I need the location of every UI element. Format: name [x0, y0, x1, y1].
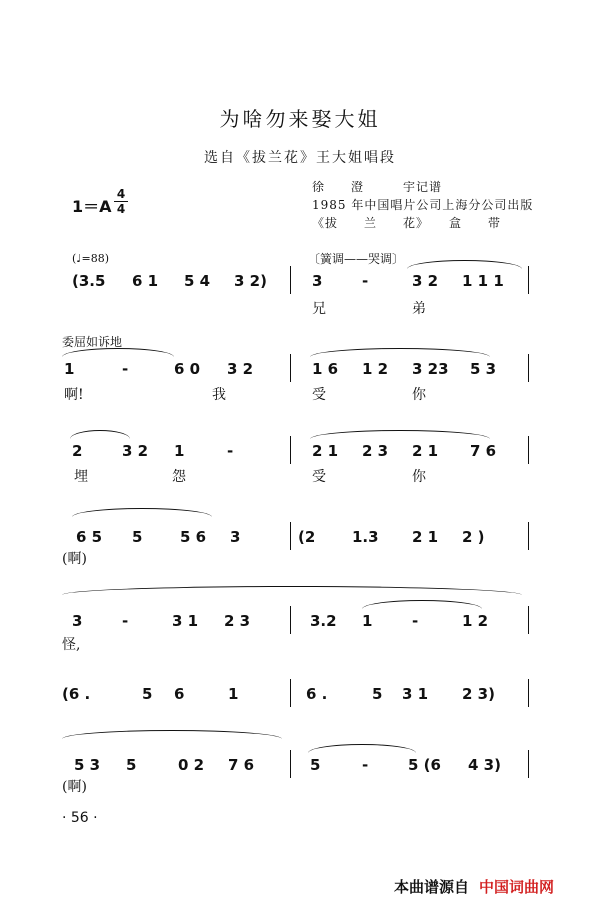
score-row-2 — [62, 360, 532, 400]
note-group: 3 — [72, 612, 83, 630]
note-group: 1 2 — [462, 612, 489, 630]
note-group: 1 — [64, 360, 75, 378]
note-group: 6 — [174, 685, 185, 703]
note-group: - — [412, 612, 419, 630]
note-group: 2 3 — [224, 612, 251, 630]
slur — [62, 730, 282, 739]
note-group: 5 — [372, 685, 383, 703]
time-signature — [114, 188, 128, 215]
source-site-link[interactable]: 中国词曲网 — [479, 878, 555, 896]
slur — [310, 348, 490, 357]
song-title: 为啥勿来娶大姐 — [219, 107, 381, 131]
note-group: 3 2 — [412, 272, 439, 290]
note-group: 5 — [310, 756, 321, 774]
song-subtitle: 选自《拔兰花》王大姐唱段 — [204, 150, 396, 166]
lyric: 埋 — [74, 469, 88, 485]
note-group: 5 4 — [184, 272, 211, 290]
slur — [72, 508, 212, 517]
note-group: - — [362, 272, 369, 290]
score-row-4 — [62, 528, 532, 568]
slur — [62, 586, 522, 595]
score-row-7 — [62, 756, 532, 796]
lyric: 受 — [312, 469, 326, 485]
lyric: 兄 — [312, 301, 326, 317]
note-group: (6 . — [62, 685, 91, 703]
barline — [290, 750, 291, 778]
barline — [290, 354, 291, 382]
key-signature: 1＝A — [72, 197, 112, 216]
barline — [528, 354, 529, 382]
note-group: 0 2 — [178, 756, 205, 774]
lyric: 弟 — [412, 301, 426, 317]
note-group: 1 — [228, 685, 239, 703]
note-group: 2 1 — [412, 442, 439, 460]
barline — [528, 679, 529, 707]
note-group: 6 1 — [132, 272, 159, 290]
barline — [528, 522, 529, 550]
note-group: 2 3 — [362, 442, 389, 460]
slur — [362, 600, 482, 609]
slur — [407, 260, 522, 269]
note-group: (3.5 — [72, 272, 106, 290]
source-label: 本曲谱源自 — [394, 878, 470, 896]
score-row-6 — [62, 685, 532, 725]
note-group: 5 (6 — [408, 756, 441, 774]
note-group: 3 — [312, 272, 323, 290]
note-group: 5 — [132, 528, 143, 546]
credit-transcriber: 徐 澄 宇记谱 — [312, 180, 443, 194]
slur — [70, 430, 130, 439]
note-group: 3 1 — [402, 685, 429, 703]
lyric: 怪, — [62, 637, 81, 653]
note-group: 1 — [174, 442, 185, 460]
lyric: 你 — [412, 387, 426, 403]
note-group: 6 5 — [76, 528, 103, 546]
note-group: 2 1 — [412, 528, 439, 546]
barline — [528, 750, 529, 778]
barline — [528, 266, 529, 294]
note-group: 4 3) — [468, 756, 501, 774]
lyric: 怨 — [172, 469, 186, 485]
note-group: 5 3 — [74, 756, 101, 774]
note-group: - — [362, 756, 369, 774]
note-group: 7 6 — [470, 442, 497, 460]
note-group: - — [227, 442, 234, 460]
barline — [290, 606, 291, 634]
barline — [528, 436, 529, 464]
slur — [310, 430, 490, 439]
note-group: 3 1 — [172, 612, 199, 630]
note-group: 3 — [230, 528, 241, 546]
meter-top: 4 — [116, 187, 126, 201]
note-group: 3 2 — [122, 442, 149, 460]
barline — [290, 266, 291, 294]
note-group: - — [122, 612, 129, 630]
note-group: 1 — [362, 612, 373, 630]
note-group: 3 23 — [412, 360, 449, 378]
note-group: 5 — [126, 756, 137, 774]
note-group: 3 2 — [227, 360, 254, 378]
note-group: 5 6 — [180, 528, 207, 546]
note-group: 5 — [142, 685, 153, 703]
note-group: 1.3 — [352, 528, 379, 546]
credit-source: 《拔 兰 花》 盒 带 — [312, 216, 502, 230]
source-credit — [394, 876, 554, 897]
note-group: 7 6 — [228, 756, 255, 774]
note-group: 2 1 — [312, 442, 339, 460]
tempo-marking: (♩=88) — [72, 252, 109, 265]
barline — [290, 679, 291, 707]
note-group: 2 3) — [462, 685, 495, 703]
note-group: - — [122, 360, 129, 378]
note-group: 2 ) — [462, 528, 485, 546]
lyric: 受 — [312, 387, 326, 403]
note-group: 6 0 — [174, 360, 201, 378]
mode-marking: 〔簧调——哭调〕 — [308, 252, 405, 266]
note-group: 3.2 — [310, 612, 337, 630]
page-number: · 56 · — [62, 810, 98, 826]
note-group: 3 2) — [234, 272, 267, 290]
note-group: 1 1 1 — [462, 272, 504, 290]
barline — [528, 606, 529, 634]
score-row-1 — [62, 272, 532, 312]
note-group: 5 3 — [470, 360, 497, 378]
note-group: (2 — [298, 528, 316, 546]
barline — [290, 436, 291, 464]
barline — [290, 522, 291, 550]
score-row-5 — [62, 612, 532, 652]
score-row-3 — [62, 442, 532, 482]
slur — [308, 744, 416, 753]
lyric: 你 — [412, 469, 426, 485]
note-group: 1 2 — [362, 360, 389, 378]
lyric: 啊! — [64, 387, 84, 403]
lyric: 我 — [212, 387, 226, 403]
credit-publisher: 1985 年中国唱片公司上海分公司出版 — [312, 198, 534, 212]
expression-marking: 委屈如诉地 — [62, 335, 123, 349]
lyric: (啊) — [62, 551, 87, 567]
note-group: 2 — [72, 442, 83, 460]
note-group: 1 6 — [312, 360, 339, 378]
meter-bottom: 4 — [116, 202, 126, 216]
note-group: 6 . — [306, 685, 328, 703]
lyric: (啊) — [62, 779, 87, 795]
